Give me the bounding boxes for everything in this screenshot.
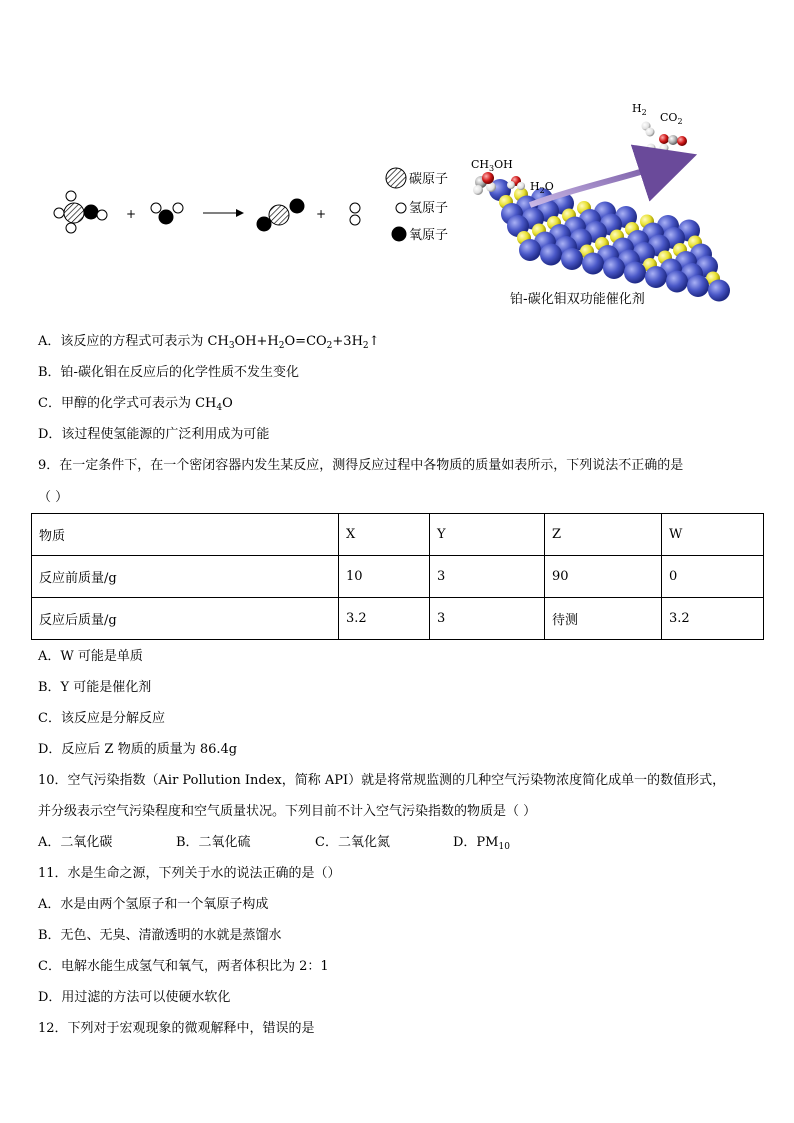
table-cell: Z xyxy=(545,514,662,556)
carbon-legend-icon xyxy=(386,168,406,188)
label-ch3oh: $CH_3OH$ xyxy=(471,158,513,173)
q9-option-b: B．Y 可能是催化剂 xyxy=(38,680,152,695)
metal-atom xyxy=(708,280,730,302)
q10-option-c: C．二氧化氮 xyxy=(315,835,390,850)
metal-atom xyxy=(519,239,541,261)
table-cell: Y xyxy=(430,514,545,556)
q8-option-c: C．甲醇的化学式可表示为 $CH_4O$ xyxy=(38,396,233,413)
q11-option-d: D．用过滤的方法可以使硬水软化 xyxy=(38,990,231,1005)
q10-option-d: D．$PM_{10}$ xyxy=(453,835,510,852)
methanol-3d-model xyxy=(473,172,496,195)
hydrogen-legend-icon xyxy=(396,203,406,213)
q10-option-b: B．二氧化硫 xyxy=(176,835,251,850)
table-cell: 3 xyxy=(430,556,545,598)
q9-option-a: A．W 可能是单质 xyxy=(38,649,143,664)
table-cell: 物质 xyxy=(32,514,339,556)
reaction-figure xyxy=(0,90,794,320)
metal-atom xyxy=(624,262,646,284)
table-cell: 反应后质量/g xyxy=(32,598,339,640)
metal-atom xyxy=(666,271,688,293)
atom-legend xyxy=(386,168,448,243)
table-cell: 90 xyxy=(545,556,662,598)
catalyst-caption: 铂-碳化钼双功能催化剂 xyxy=(510,292,645,307)
legend-hydrogen: 氢原子 xyxy=(409,201,449,216)
table-cell: 3.2 xyxy=(662,598,764,640)
metal-atom xyxy=(582,253,604,275)
q9-paren: （ ） xyxy=(38,490,69,505)
plus-sign-1: + xyxy=(126,207,137,221)
metal-atom xyxy=(687,275,709,297)
label-h2o: $H_2O$ xyxy=(530,180,554,195)
q8-option-b: B．铂-碳化钼在反应后的化学性质不发生变化 xyxy=(38,365,299,380)
q11-stem: 11．水是生命之源，下列关于水的说法正确的是（） xyxy=(38,866,341,881)
table-row xyxy=(32,598,764,640)
table-cell: 待测 xyxy=(545,598,662,640)
plus-sign-2: + xyxy=(316,207,327,221)
h2-molecule xyxy=(350,203,360,225)
table-row xyxy=(32,556,764,598)
oxygen-legend-icon xyxy=(392,227,407,242)
metal-atom xyxy=(645,266,667,288)
q10-option-a: A．二氧化碳 xyxy=(38,835,113,850)
legend-oxygen: 氧原子 xyxy=(409,228,449,243)
metal-atom xyxy=(540,244,562,266)
label-h2: $H_2$ xyxy=(632,102,647,117)
q12-stem: 12．下列对于宏观现象的微观解释中，错误的是 xyxy=(38,1021,315,1036)
water-molecule xyxy=(151,203,183,225)
legend-carbon: 碳原子 xyxy=(409,172,449,187)
catalyst-surface xyxy=(489,179,730,302)
table-cell: 反应前质量/g xyxy=(32,556,339,598)
table-cell: 3.2 xyxy=(339,598,430,640)
q10-stem-line-2: 并分级表示空气污染程度和空气质量状况。下列目前不计入空气污染指数的物质是（ ） xyxy=(38,804,537,819)
water-3d-model xyxy=(507,176,525,190)
q11-option-b: B．无色、无臭、清澈透明的水就是蒸馏水 xyxy=(38,928,282,943)
methanol-molecule xyxy=(54,191,107,233)
q9-option-d: D．反应后 Z 物质的质量为 86.4g xyxy=(38,742,238,757)
metal-atom xyxy=(561,248,583,270)
q9-option-c: C．该反应是分解反应 xyxy=(38,711,165,726)
table-header-row xyxy=(32,514,764,556)
table-cell: X xyxy=(339,514,430,556)
mass-table xyxy=(31,513,764,640)
q8-option-a: A．该反应的方程式可表示为 $CH_3OH+H_2O=CO_2+3H_2↑$ xyxy=(38,334,380,351)
q11-option-a: A．水是由两个氢原子和一个氧原子构成 xyxy=(38,897,269,912)
q11-option-c: C．电解水能生成氢气和氧气，两者体积比为 2：1 xyxy=(38,959,329,974)
label-co2: $CO_2$ xyxy=(660,111,683,126)
reaction-diagram xyxy=(0,90,794,320)
table-cell: 0 xyxy=(662,556,764,598)
table-cell: W xyxy=(662,514,764,556)
metal-atom xyxy=(603,257,625,279)
co2-molecule xyxy=(257,199,305,232)
q8-option-d: D．该过程使氢能源的广泛利用成为可能 xyxy=(38,427,270,442)
table-cell: 10 xyxy=(339,556,430,598)
table-cell: 3 xyxy=(430,598,545,640)
q10-stem-line-1: 10．空气污染指数（Air Pollution Index，简称 API）就是将常规监测的几种空气污染物浓度简化成单一的数值形式， xyxy=(38,773,726,788)
q9-stem: 9．在一定条件下，在一个密闭容器内发生某反应，测得反应过程中各物质的质量如表所示，下列说法不正确的是 xyxy=(38,458,684,473)
